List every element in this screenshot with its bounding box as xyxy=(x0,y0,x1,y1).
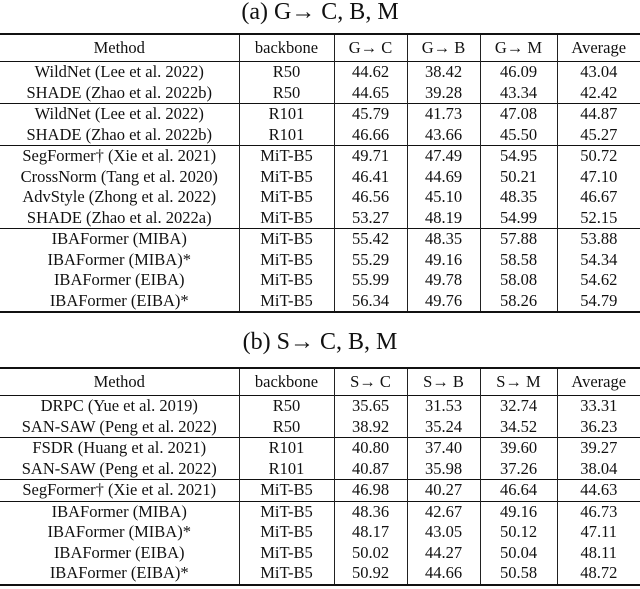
value-cell: 50.21 xyxy=(480,167,557,188)
average-cell: 36.23 xyxy=(557,417,640,438)
backbone-cell: MiT-B5 xyxy=(239,501,334,522)
value-cell: 42.67 xyxy=(407,501,480,522)
backbone-cell: MiT-B5 xyxy=(239,167,334,188)
table-row xyxy=(0,459,640,480)
table-row xyxy=(0,62,640,83)
method-cell: IBAFormer (MIBA) xyxy=(51,229,187,249)
table-row xyxy=(0,396,640,417)
header-target-2: S→ B xyxy=(407,368,480,396)
value-cell: 55.99 xyxy=(334,270,407,291)
value-cell: 39.28 xyxy=(407,83,480,104)
backbone-cell: R101 xyxy=(239,125,334,146)
backbone-cell: R101 xyxy=(239,438,334,459)
header-average: Average xyxy=(557,368,640,396)
method-cell: IBAFormer (EIBA)* xyxy=(49,563,189,583)
value-cell: 44.65 xyxy=(334,83,407,104)
backbone-cell: MiT-B5 xyxy=(239,543,334,564)
value-cell: 37.26 xyxy=(480,459,557,480)
table-row xyxy=(0,229,640,250)
backbone-cell: MiT-B5 xyxy=(239,522,334,543)
method-cell: SegFormer† (Xie et al. 2021) xyxy=(22,146,217,166)
average-cell: 54.34 xyxy=(557,250,640,271)
average-cell: 48.72 xyxy=(557,563,640,585)
value-cell: 38.92 xyxy=(334,417,407,438)
value-cell: 46.09 xyxy=(480,62,557,83)
value-cell: 45.79 xyxy=(334,104,407,125)
header-backbone: backbone xyxy=(239,34,334,62)
value-cell: 54.95 xyxy=(480,146,557,167)
value-cell: 31.53 xyxy=(407,396,480,417)
table-a-caption: (a) G→ C, B, M xyxy=(241,0,399,25)
table-row xyxy=(0,83,640,104)
value-cell: 41.73 xyxy=(407,104,480,125)
table-row xyxy=(0,291,640,313)
table-row xyxy=(0,501,640,522)
method-cell: SHADE (Zhao et al. 2022b) xyxy=(26,82,213,102)
value-cell: 46.41 xyxy=(334,167,407,188)
backbone-cell: MiT-B5 xyxy=(239,291,334,313)
value-cell: 48.35 xyxy=(480,187,557,208)
header-target-1: G→ C xyxy=(334,34,407,62)
value-cell: 49.16 xyxy=(480,501,557,522)
table-b-caption: (b) S→ C, B, M xyxy=(242,329,398,355)
value-cell: 47.08 xyxy=(480,104,557,125)
table-row xyxy=(0,104,640,125)
table-b-body xyxy=(0,396,640,585)
backbone-cell: MiT-B5 xyxy=(239,208,334,229)
value-cell: 47.49 xyxy=(407,146,480,167)
value-cell: 49.16 xyxy=(407,250,480,271)
method-cell: SHADE (Zhao et al. 2022b) xyxy=(26,124,213,144)
table-row xyxy=(0,146,640,167)
value-cell: 49.71 xyxy=(334,146,407,167)
method-cell: FSDR (Huang et al. 2021) xyxy=(32,438,207,458)
method-cell: SegFormer† (Xie et al. 2021) xyxy=(22,480,217,500)
backbone-cell: MiT-B5 xyxy=(239,250,334,271)
value-cell: 57.88 xyxy=(480,229,557,250)
table-row xyxy=(0,125,640,146)
value-cell: 44.66 xyxy=(407,563,480,585)
value-cell: 44.62 xyxy=(334,62,407,83)
table-a-body xyxy=(0,62,640,313)
header-method: Method xyxy=(93,372,145,391)
table-a xyxy=(0,33,640,313)
method-cell: DRPC (Yue et al. 2019) xyxy=(40,396,198,416)
backbone-cell: R50 xyxy=(239,417,334,438)
value-cell: 50.12 xyxy=(480,522,557,543)
average-cell: 47.10 xyxy=(557,167,640,188)
header-target-3: S→ M xyxy=(480,368,557,396)
header-target-1: S→ C xyxy=(334,368,407,396)
value-cell: 55.29 xyxy=(334,250,407,271)
backbone-cell: MiT-B5 xyxy=(239,270,334,291)
header-backbone: backbone xyxy=(239,368,334,396)
value-cell: 49.76 xyxy=(407,291,480,313)
header-method: Method xyxy=(93,38,145,57)
table-b-header-row xyxy=(0,368,640,396)
table-row xyxy=(0,167,640,188)
backbone-cell: R50 xyxy=(239,83,334,104)
value-cell: 58.08 xyxy=(480,270,557,291)
value-cell: 58.58 xyxy=(480,250,557,271)
header-average: Average xyxy=(557,34,640,62)
average-cell: 39.27 xyxy=(557,438,640,459)
value-cell: 46.66 xyxy=(334,125,407,146)
method-cell: AdvStyle (Zhong et al. 2022) xyxy=(22,187,217,207)
value-cell: 38.42 xyxy=(407,62,480,83)
table-row xyxy=(0,187,640,208)
backbone-cell: R50 xyxy=(239,62,334,83)
value-cell: 32.74 xyxy=(480,396,557,417)
average-cell: 43.04 xyxy=(557,62,640,83)
table-row xyxy=(0,208,640,229)
method-cell: WildNet (Lee et al. 2022) xyxy=(34,104,204,124)
average-cell: 47.11 xyxy=(557,522,640,543)
table-row xyxy=(0,270,640,291)
value-cell: 40.87 xyxy=(334,459,407,480)
average-cell: 42.42 xyxy=(557,83,640,104)
average-cell: 48.11 xyxy=(557,543,640,564)
value-cell: 39.60 xyxy=(480,438,557,459)
value-cell: 50.04 xyxy=(480,543,557,564)
backbone-cell: MiT-B5 xyxy=(239,146,334,167)
value-cell: 40.80 xyxy=(334,438,407,459)
value-cell: 43.66 xyxy=(407,125,480,146)
average-cell: 53.88 xyxy=(557,229,640,250)
value-cell: 44.69 xyxy=(407,167,480,188)
backbone-cell: R50 xyxy=(239,396,334,417)
average-cell: 38.04 xyxy=(557,459,640,480)
header-target-2: G→ B xyxy=(407,34,480,62)
table-b xyxy=(0,367,640,586)
value-cell: 44.27 xyxy=(407,543,480,564)
value-cell: 34.52 xyxy=(480,417,557,438)
average-cell: 54.62 xyxy=(557,270,640,291)
value-cell: 50.92 xyxy=(334,563,407,585)
value-cell: 43.05 xyxy=(407,522,480,543)
method-cell: IBAFormer (MIBA)* xyxy=(47,522,191,542)
header-target-3: G→ M xyxy=(480,34,557,62)
value-cell: 50.02 xyxy=(334,543,407,564)
table-row xyxy=(0,543,640,564)
value-cell: 35.98 xyxy=(407,459,480,480)
backbone-cell: MiT-B5 xyxy=(239,229,334,250)
average-cell: 52.15 xyxy=(557,208,640,229)
method-cell: IBAFormer (MIBA)* xyxy=(47,249,191,269)
method-cell: IBAFormer (EIBA) xyxy=(53,270,185,290)
value-cell: 37.40 xyxy=(407,438,480,459)
method-cell: WildNet (Lee et al. 2022) xyxy=(34,62,204,82)
backbone-cell: R101 xyxy=(239,459,334,480)
average-cell: 44.87 xyxy=(557,104,640,125)
value-cell: 35.65 xyxy=(334,396,407,417)
method-cell: SAN-SAW (Peng et al. 2022) xyxy=(21,458,217,478)
average-cell: 45.27 xyxy=(557,125,640,146)
value-cell: 54.99 xyxy=(480,208,557,229)
value-cell: 53.27 xyxy=(334,208,407,229)
value-cell: 48.35 xyxy=(407,229,480,250)
table-row xyxy=(0,563,640,585)
average-cell: 46.67 xyxy=(557,187,640,208)
method-cell: SHADE (Zhao et al. 2022a) xyxy=(26,207,212,227)
value-cell: 46.56 xyxy=(334,187,407,208)
table-row xyxy=(0,480,640,502)
method-cell: SAN-SAW (Peng et al. 2022) xyxy=(21,416,217,436)
table-row xyxy=(0,522,640,543)
value-cell: 40.27 xyxy=(407,480,480,502)
value-cell: 46.98 xyxy=(334,480,407,502)
value-cell: 58.26 xyxy=(480,291,557,313)
value-cell: 35.24 xyxy=(407,417,480,438)
method-cell: IBAFormer (EIBA)* xyxy=(49,290,189,310)
value-cell: 48.19 xyxy=(407,208,480,229)
value-cell: 43.34 xyxy=(480,83,557,104)
backbone-cell: MiT-B5 xyxy=(239,563,334,585)
value-cell: 55.42 xyxy=(334,229,407,250)
value-cell: 56.34 xyxy=(334,291,407,313)
backbone-cell: MiT-B5 xyxy=(239,187,334,208)
average-cell: 54.79 xyxy=(557,291,640,313)
table-row xyxy=(0,417,640,438)
table-a-header-row xyxy=(0,34,640,62)
method-cell: IBAFormer (EIBA) xyxy=(53,542,185,562)
value-cell: 49.78 xyxy=(407,270,480,291)
table-row xyxy=(0,250,640,271)
value-cell: 48.17 xyxy=(334,522,407,543)
method-cell: IBAFormer (MIBA) xyxy=(51,501,187,521)
average-cell: 50.72 xyxy=(557,146,640,167)
average-cell: 46.73 xyxy=(557,501,640,522)
backbone-cell: R101 xyxy=(239,104,334,125)
value-cell: 45.10 xyxy=(407,187,480,208)
value-cell: 45.50 xyxy=(480,125,557,146)
backbone-cell: MiT-B5 xyxy=(239,480,334,502)
value-cell: 48.36 xyxy=(334,501,407,522)
average-cell: 44.63 xyxy=(557,480,640,502)
value-cell: 50.58 xyxy=(480,563,557,585)
average-cell: 33.31 xyxy=(557,396,640,417)
value-cell: 46.64 xyxy=(480,480,557,502)
table-row xyxy=(0,438,640,459)
method-cell: CrossNorm (Tang et al. 2020) xyxy=(20,166,218,186)
